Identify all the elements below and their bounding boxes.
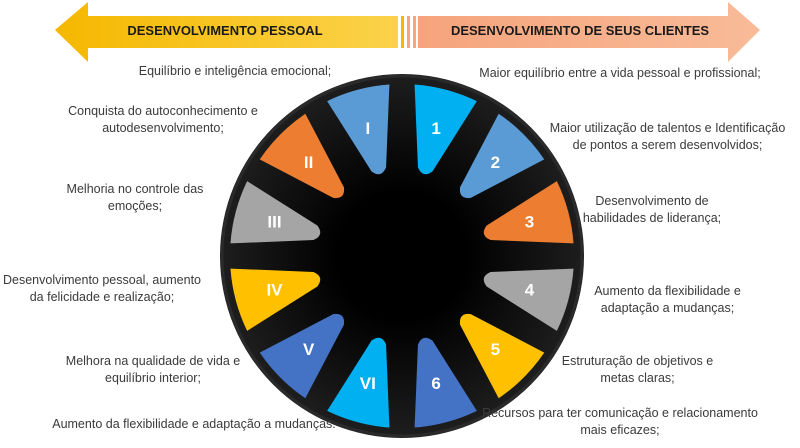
right-item-6: Recursos para ter comunicação e relacionamento mais eficazes; bbox=[482, 406, 758, 437]
right-item-1: Maior equilíbrio entre a vida pessoal e profissional; bbox=[479, 66, 761, 80]
wheel-segment-label: 1 bbox=[431, 118, 441, 138]
arrow-divider bbox=[413, 16, 416, 48]
wheel-segment-label: 5 bbox=[490, 339, 501, 359]
wheel-segment-label: VI bbox=[359, 374, 376, 394]
right-item-4: Aumento da flexibilidade e adaptação a mudanças; bbox=[594, 284, 741, 315]
left-item-6: Aumento da flexibilidade e adaptação a mudanças. bbox=[52, 417, 336, 431]
left-item-1: Equilíbrio e inteligência emocional; bbox=[138, 64, 332, 78]
wheel-segment-label: 6 bbox=[431, 374, 441, 394]
wheel-segment-label: V bbox=[302, 339, 315, 359]
right-item-3: Desenvolvimento de habilidades de liderança; bbox=[582, 194, 722, 225]
wheel-segment-label: IV bbox=[266, 280, 283, 300]
left-item-4: Desenvolvimento pessoal, aumento da felicidade e realização; bbox=[2, 273, 202, 304]
arrow-divider bbox=[401, 16, 404, 48]
right-item-5: Estruturação de objetivos e metas claras; bbox=[561, 354, 714, 385]
wheel-segment-label: 2 bbox=[490, 153, 501, 173]
left-arrow-title: DESENVOLVIMENTO PESSOAL bbox=[127, 23, 323, 38]
wheel-segment-label: II bbox=[303, 153, 314, 173]
wheel-segment-label: 3 bbox=[524, 212, 535, 232]
wheel-segment-label: I bbox=[365, 118, 371, 138]
arrow-divider bbox=[407, 16, 410, 48]
left-item-3: Melhoria no controle das emoções; bbox=[66, 182, 204, 213]
right-item-2: Maior utilização de talentos e Identificação de pontos a serem desenvolvidos; bbox=[549, 121, 786, 152]
wheel-segment-label: 4 bbox=[524, 280, 535, 300]
right-arrow-title: DESENVOLVIMENTO DE SEUS CLIENTES bbox=[450, 23, 710, 38]
wheel-segment-label: III bbox=[267, 212, 282, 232]
left-item-5: Melhora na qualidade de vida e equilíbrio interior; bbox=[65, 354, 241, 385]
left-item-2: Conquista do autoconhecimento e autodesenvolvimento; bbox=[68, 104, 258, 135]
